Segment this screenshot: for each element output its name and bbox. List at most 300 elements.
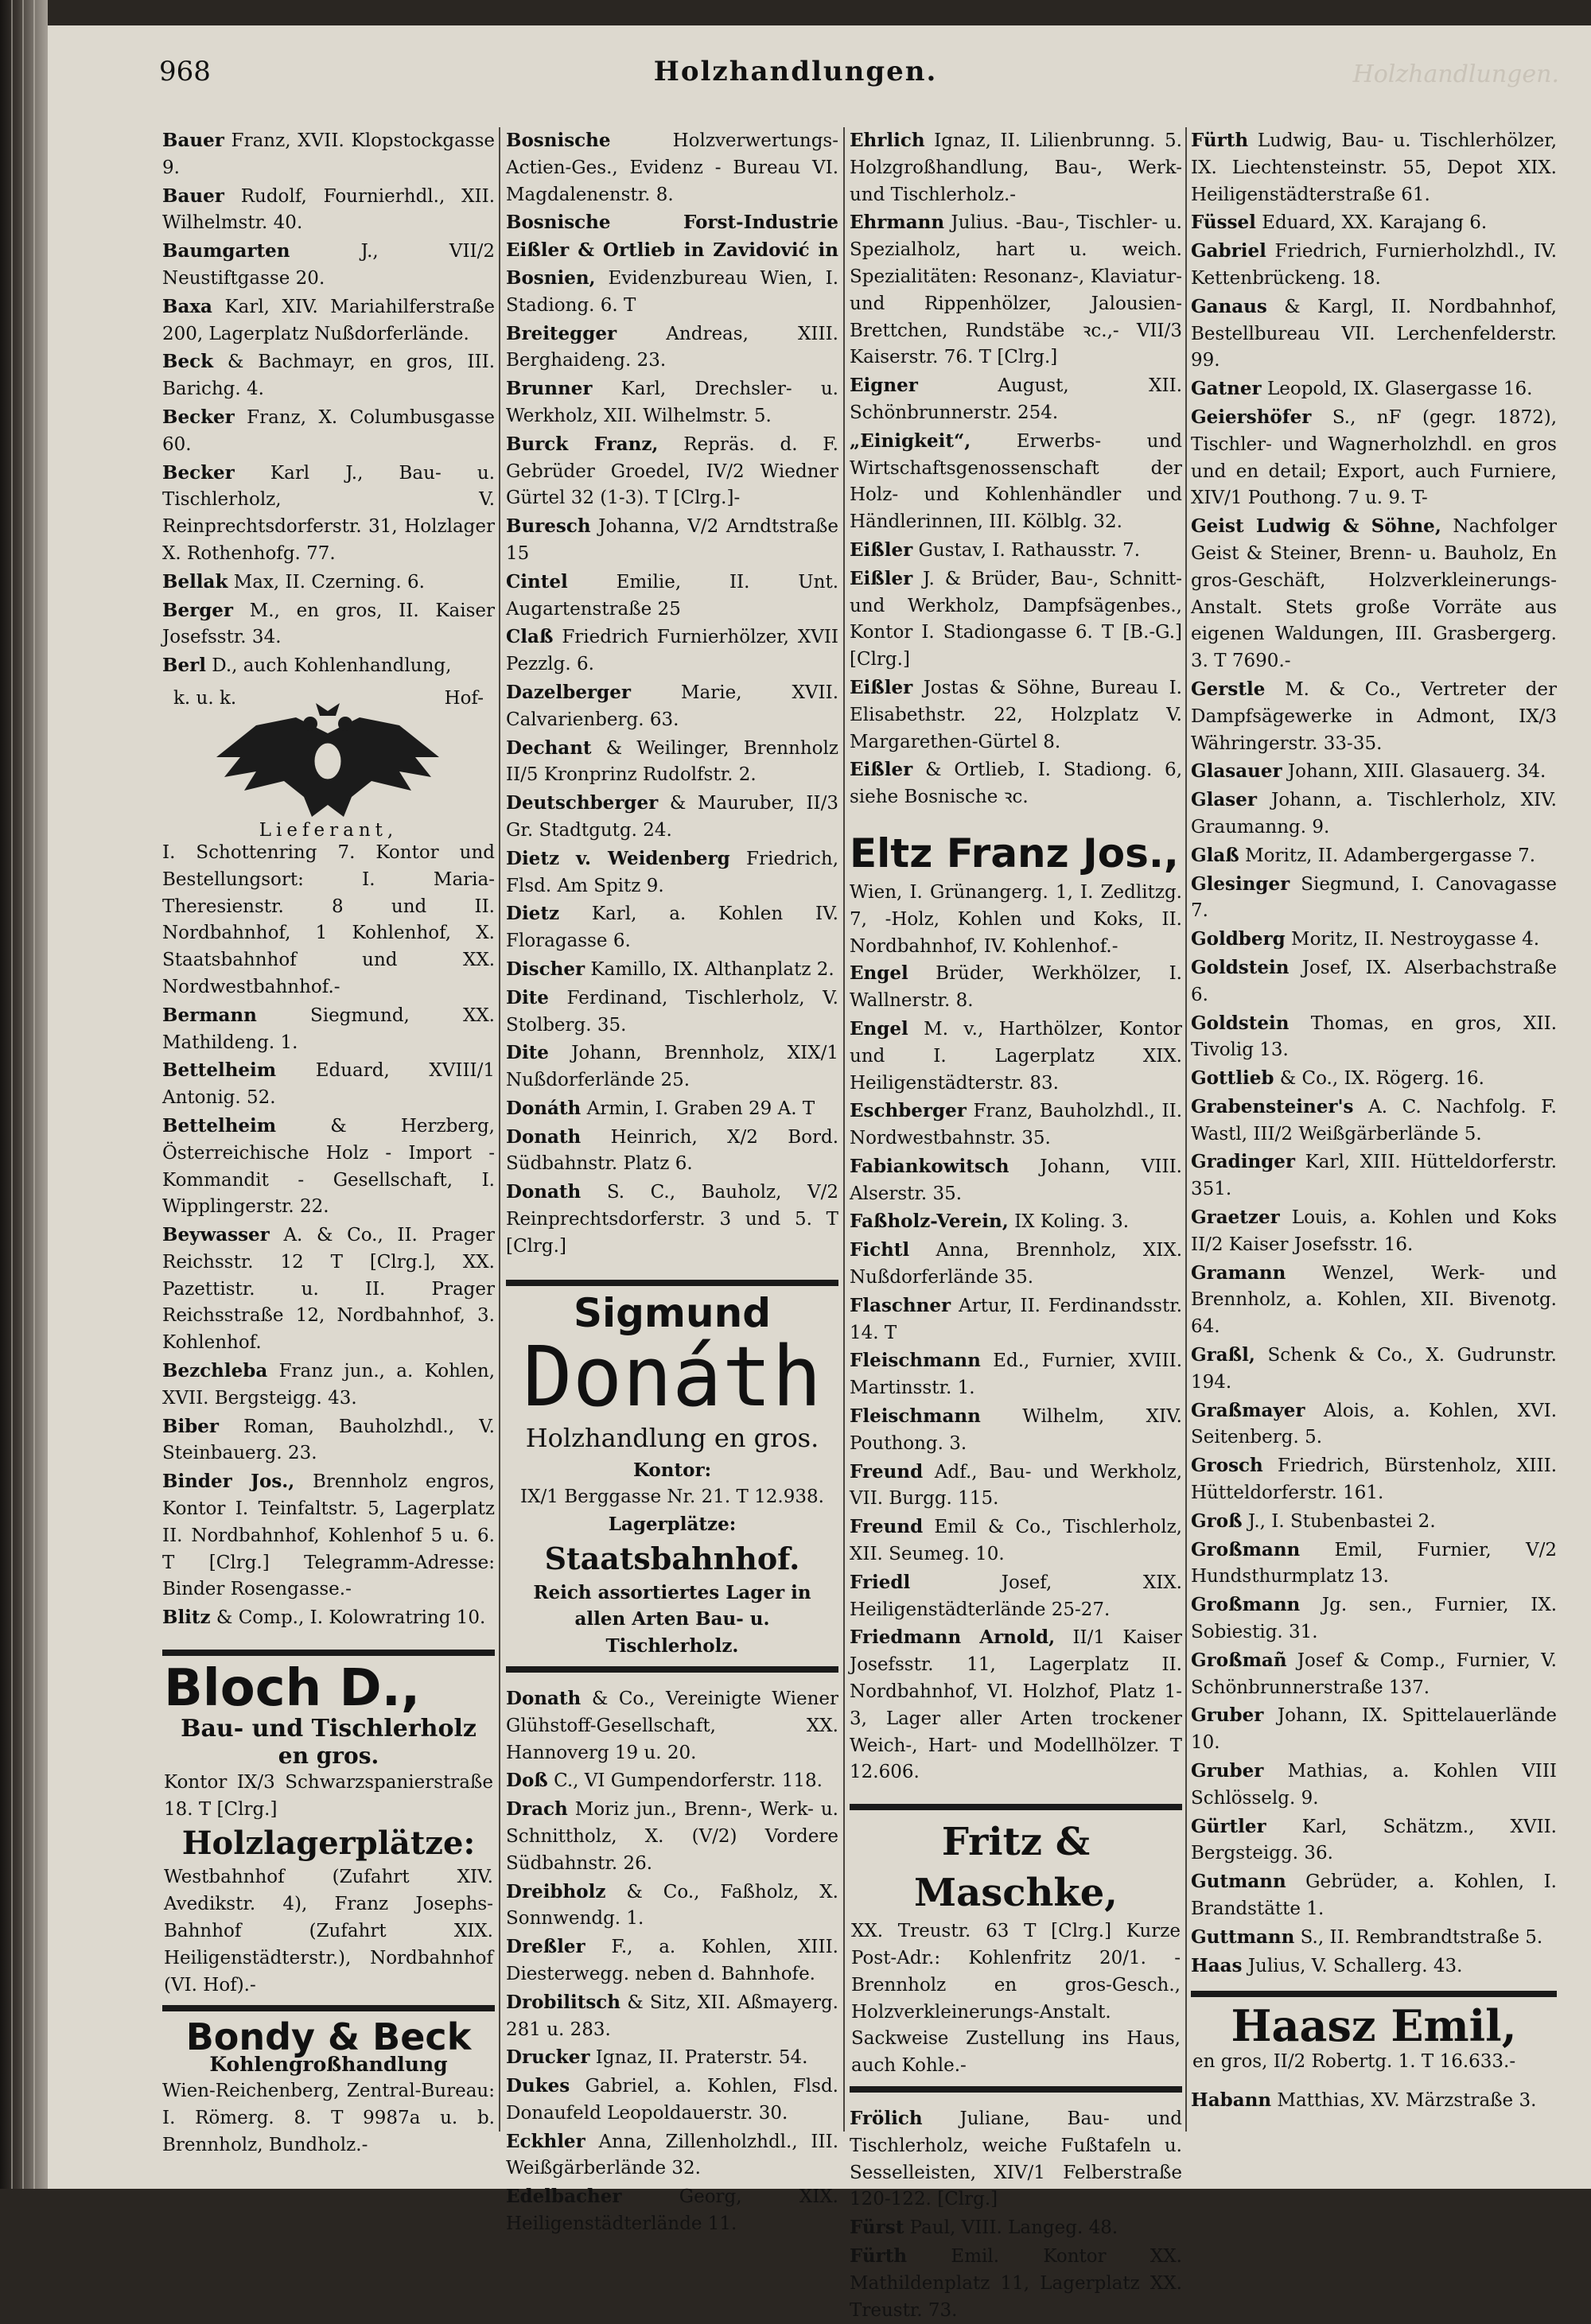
ad-fritz-maschke [850,1804,1182,2093]
directory-entry [850,960,1182,1015]
directory-entry [506,1879,838,1933]
entry-name: Bezchleba [162,1360,268,1382]
directory-entry [506,1767,838,1795]
directory-entry [506,1933,838,1988]
entry-text: Franz, XVII. Klopstockgasse 9. [162,130,496,178]
book-gutter [0,0,48,2189]
entry-text: Moriz jun., Brenn-, Werk- u. Schnittholz, X. (V/2) Vordere Südbahnstr. 26. [506,1799,838,1874]
directory-entry [506,790,838,845]
directory-entry [1191,1010,1557,1065]
entry-name: Donath [506,1125,582,1148]
entry-name: Goldberg [1191,928,1286,950]
entry-text: Nachfolger Geist & Steiner, Brenn- u. Bauholz, En gros-Geschäft, Holzverkleinerungs-Anstalt. Stets große Vorräte aus eigenen Waldungen, III. Grasbergerg. 3. T 7690.- [1191,516,1557,672]
entry-text: A. C. Nachfolg. F. Wastl, III/2 Weißgärberlände 5. [1191,1096,1557,1145]
directory-entry [1191,758,1557,786]
directory-entry [1191,375,1557,403]
entry-name: Donath [506,1687,582,1709]
entry-name: Bosnische Forst-Industrie Eißler & Ortlieb in Zavidović in Bosnien, [506,212,838,289]
entry-text: & Co., Vereinigte Wiener Glühstoff-Gesellschaft, XX. Hannoverg 19 u. 20. [506,1688,839,1763]
entry-name: Groß [1191,1510,1243,1532]
entry-name: Eißler [850,567,913,589]
entry-name: Gruber [1191,1704,1264,1727]
directory-entry [506,2128,838,2183]
column-3 [850,127,1183,2321]
entry-text: Gustav, I. Rathausstr. 7. [918,539,1141,561]
entry-list [850,127,1182,811]
directory-entry [506,1685,838,1766]
entry-name: Frölich [850,2108,923,2129]
directory-entry [506,1179,838,1260]
directory-entry [506,513,838,568]
entry-name: Graetzer [1191,1207,1280,1229]
entry-text: Georg, XIX. Heiligenstädterlände 11. [506,2186,838,2235]
directory-entry [850,127,1182,208]
ad-line: Westbahnhof (Zufahrt XIV. Avedikstr. 4), Franz Josephs-Bahnhof (Zufahrt XIX. Heiligenstädterstr.), Nordbahnhof (VI. Hof).- [164,1867,493,1996]
entry-list [162,840,495,1632]
entry-text: Alois, a. Kohlen, XVI. Seitenberg. 5. [1191,1400,1557,1448]
entry-text: Andreas, XIII. Berghaideng. 23. [506,323,838,371]
entry-text: S., II. Rembrandtstraße 5. [1300,1926,1543,1948]
ad-title: Haasz Emil, [1231,2000,1517,2052]
entry-name: Dietz v. Weidenberg [506,847,730,869]
ad-first-name: Sigmund [573,1289,772,1336]
entry-name: „Einigkeit“, [850,429,971,452]
entry-text: Friedrich, Flsd. Am Spitz 9. [506,848,838,896]
directory-entry [162,597,495,652]
entry-text: Wilhelm, XIV. Pouthong. 3. [850,1406,1182,1454]
column-4 [1191,127,1557,2163]
entry-text: S., nF (gegr. 1872), Tischler- und Wagnerholzhdl. en gros und en detail; Export, auch Furniere, XIV/1 Pouthong. 7 u. 9. T- [1191,406,1557,509]
ad-sigmund-donath [506,1280,838,1673]
ad-line: Reich assortiertes Lager in allen Arten Bau- u. Tischlerholz. [533,1581,811,1658]
directory-entry [506,431,838,512]
entry-name: Dechant [506,736,592,759]
entry-text: & Comp., I. Kolowratring 10. [216,1607,486,1629]
entry-text: Armin, I. Graben 29 A. T [586,1098,815,1119]
entry-name: Fabiankowitsch [850,1155,1009,1177]
entry-text: Jostas & Söhne, Bureau I. Elisabethstr. 22, Holzplatz V. Margarethen-Gürtel 8. [850,677,1182,752]
directory-entry [1191,2087,1557,2115]
entry-text: Siegmund, I. Canovagasse 7. [1191,873,1557,922]
entry-text: Holzverwertungs-Actien-Ges., Evidenz - Bureau VI. Magdalenenstr. 8. [506,130,838,205]
entry-name: Glaß [1191,844,1239,866]
ad-bondy [162,2015,495,2159]
entry-name: Eschberger [850,1100,967,1122]
entry-name: Gottlieb [1191,1067,1274,1090]
entry-name: Edelbacher [506,2186,622,2208]
entry-text: Karl J., Bau- u. Tischlerholz, V. Reinprechtsdorferstr. 31, Holzlager X. Rothenhofg. 77. [162,462,495,564]
entry-name: Eißler [850,759,913,781]
entry-name: Ehrlich [850,130,925,151]
entry-name: Eckhler [506,2130,585,2152]
entry-name: Freund [850,1516,924,1538]
entry-text: & Mauruber, II/3 Gr. Stadtgutg. 24. [506,793,838,841]
directory-entry [506,845,838,900]
directory-entry [162,840,495,1001]
entry-name: Füssel [1191,212,1256,234]
directory-entry [506,2044,838,2072]
ad-line: Kontor IX/3 Schwarzspanierstraße 18. T [Clrg.] [164,1771,493,1820]
entry-text: Ludwig, Bau- u. Tischlerhölzer, IX. Liechtensteinstr. 55, Depot XIX. Heiligenstädterstraße 61. [1191,130,1557,205]
directory-entry [506,2183,838,2238]
entry-text: C., VI Gumpendorferstr. 118. [554,1770,823,1792]
entry-text: Karl, a. Kohlen IV. Floragasse 6. [506,904,838,952]
ad-last-name: Donáth [523,1328,822,1426]
entry-name: Glesinger [1191,872,1290,895]
directory-entry [1191,954,1557,1009]
directory-entry [506,321,838,375]
directory-entry [850,1514,1182,1568]
directory-entry [162,1413,495,1468]
entry-name: Berger [162,599,234,621]
entry-name: Dite [506,1042,549,1064]
entry-name: Geiershöfer [1191,406,1312,428]
directory-entry [162,348,495,403]
directory-entry [1191,676,1557,757]
entry-name: Drobilitsch [506,1991,620,2013]
directory-entry [850,1208,1182,1236]
entry-text: Ignaz, II. Lilienbrunng. 5. Holzgroßhandlung, Bau-, Werk- und Tischlerholz.- [850,130,1182,205]
directory-entry [850,756,1182,811]
directory-entry [1191,238,1557,293]
entry-text: Louis, a. Kohlen und Koks II/2 Kaiser Josefsstr. 16. [1191,1207,1558,1255]
directory-entry [1191,513,1557,675]
entry-name: Berl [162,655,206,677]
directory-entry [162,183,495,238]
entry-name: Fürth [1191,130,1249,151]
entry-list [1191,127,1557,1980]
directory-entry [162,569,495,597]
entry-name: Flaschner [850,1294,951,1316]
directory-entry [1191,1260,1557,1341]
column-rule [843,127,845,2132]
entry-name: Gatner [1191,378,1262,400]
directory-entry [506,569,838,624]
entry-name: Drucker [506,2046,590,2069]
column-2 [506,127,839,2235]
entry-text: Franz, X. Columbusgasse 60. [162,406,495,455]
ad-line: Staatsbahnhof. [544,1540,800,1576]
entry-name: Haas [1191,1954,1243,1976]
entry-text: Ferdinand, Tischlerholz, V. Stolberg. 35. [506,987,838,1036]
directory-entry [162,404,495,459]
double-eagle-icon [208,701,447,821]
entry-text: August, XII. Schönbrunnerstr. 254. [850,375,1182,423]
directory-entry [850,428,1182,536]
entry-text: Anna, Brennholz, XIX. Nußdorferlände 35. [850,1240,1183,1288]
emblem-label: Lieferant, [259,819,399,841]
entry-text: Johann, XIII. Glasauerg. 34. [1287,761,1546,783]
directory-entry [1191,1647,1557,1702]
directory-entry [850,565,1182,674]
entry-text: Brennholz engros, Kontor I. Teinfaltstr. 5, Lagerplatz II. Nordbahnhof, Kohlenhof 5 u. 6. T [Clrg.] Telegramm-Adresse: Binder Rosengasse.- [162,1471,495,1600]
directory-entry [162,1468,495,1603]
entry-name: Großmann [1191,1538,1301,1560]
entry-name: Bauer [162,185,224,207]
entry-name: Glaser [1191,789,1257,811]
entry-name: Geist Ludwig & Söhne, [1191,515,1441,538]
directory-entry [1191,842,1557,870]
entry-name: Eißler [850,538,913,561]
entry-name: Beywasser [162,1224,270,1246]
directory-entry [1191,1591,1557,1646]
column-rule [1185,127,1187,2132]
directory-entry [162,1002,495,1057]
directory-entry [1191,1924,1557,1952]
entry-text: Moritz, II. Nestroygasse 4. [1291,929,1540,950]
entry-name: Fleischmann [850,1405,981,1428]
entry-text: Karl, XIV. Mariahilferstraße 200, Lagerplatz Nußdorferlände. [162,296,495,344]
entry-text: A. & Co., II. Prager Reichsstr. 12 T [Clrg.], XX. Pazettistr. u. II. Prager Reichsstraße 12, Nordbahnhof, 3. Kohlenhof. [162,1225,496,1354]
entry-text: S. C., Bauholz, V/2 Reinprechtsdorferstr. 3 und 5. T [Clrg.] [506,1182,838,1257]
directory-entry [850,1292,1182,1347]
directory-entry [850,1237,1182,1292]
entry-text: & Herzberg, Österreichische Holz - Import - Kommandit - Gesellschaft, I. Wipplingerstr. 22. [162,1115,495,1218]
entry-name: Bettelheim [162,1114,277,1137]
entry-text: Wenzel, Werk- und Brennholz, a. Kohlen, XII. Bivenotg. 64. [1191,1262,1558,1338]
entry-name: Bellak [162,570,228,593]
directory-entry [1191,1508,1557,1536]
entry-name: Friedl [850,1571,911,1593]
entry-name: Donáth [506,1097,582,1119]
directory-entry [162,238,495,293]
emblem-right-text: Hof- [444,687,484,709]
directory-entry [162,127,495,182]
directory-entry [1191,787,1557,841]
entry-name: Cintel [506,570,568,593]
entry-name: Dreibholz [506,1880,606,1902]
directory-entry [162,1222,495,1357]
entry-text: J., VII/2 Neustiftgasse 20. [162,241,496,289]
entry-text: Anna, Zillenholzhdl., III. Weißgärberlände 32. [506,2131,839,2179]
directory-entry [850,537,1182,565]
entry-text: & Weilinger, Brennholz II/5 Kronprinz Rudolfstr. 2. [506,737,838,786]
directory-entry [1191,1868,1557,1923]
entry-name: Doß [506,1770,548,1792]
entry-list [506,127,838,1261]
directory-entry [1191,404,1557,512]
entry-text: Marie, XVII. Calvarienberg. 63. [506,682,839,730]
directory-entry [162,1604,495,1632]
entry-name: Fürth [850,2244,908,2267]
entry-name: Guttmann [1191,1926,1295,1948]
directory-entry [506,127,838,208]
entry-text: Rudolf, Fournierhdl., XII. Wilhelmstr. 40. [162,185,496,234]
entry-list [162,127,495,680]
entry-text: Josef, XIX. Heiligenstädterlände 25-27. [850,1572,1182,1620]
entry-name: Burck Franz, [506,433,659,455]
entry-text: Brüder, Werkhölzer, I. Wallnerstr. 8. [850,963,1182,1012]
entry-text: Eduard, XVIII/1 Antonig. 52. [162,1060,495,1109]
directory-entry [1191,1813,1557,1868]
entry-text: M., en gros, II. Kaiser Josefsstr. 34. [162,600,495,648]
entry-name: Grosch [1191,1455,1263,1477]
directory-entry [506,735,838,790]
entry-name: Bauer [162,130,224,151]
entry-name: Großmann [1191,1594,1301,1616]
entry-name: Becker [162,461,235,484]
directory-entry [162,293,495,348]
entry-text: Evidenzbureau Wien, I. Stadiong. 6. T [506,267,839,316]
entry-text: Artur, II. Ferdinandsstr. 14. T [850,1295,1183,1343]
entry-list [1191,2087,1557,2115]
ad-line: Bau- und Tischlerholz [181,1715,477,1743]
entry-name: Dietz [506,903,560,925]
entry-text: J., I. Stubenbastei 2. [1247,1510,1436,1532]
page-number: 968 [159,56,211,87]
ad-line: Holzhandlung en gros. [525,1423,819,1454]
directory-entry [1191,926,1557,954]
entry-text: I. Schottenring 7. Kontor und Bestellungsort: I. Maria-Theresienstr. 8 und II. Nordbahnhof, 1 Kohlenhof, X. Staatsbahnhof und XX. Nordwestbahnhof.- [162,841,495,997]
directory-entry [506,679,838,734]
entry-name: Dukes [506,2075,570,2097]
directory-entry [850,2243,1182,2324]
entry-text: Johann, a. Tischlerholz, XIV. Graumanng. 9. [1191,790,1557,837]
entry-text: Josef, IX. Alserbachstraße 6. [1191,957,1557,1005]
directory-entry [1191,209,1557,237]
entry-text: Johann, IX. Spittelauerlände 10. [1191,1705,1557,1754]
entry-text: & Sitz, XII. Aßmayerg. 281 u. 283. [506,1992,838,2040]
emblem-block [162,681,495,840]
directory-entry [506,985,838,1040]
entry-list [850,960,1182,1786]
entry-name: Dite [506,986,549,1008]
ad-title: Bondy & Beck [185,2015,472,2059]
entry-text: Max, II. Czerning. 6. [233,571,425,593]
entry-name: Beck [162,351,214,373]
entry-name: Großmañ [1191,1649,1287,1671]
entry-text: & Ortlieb, I. Stadiong. 6, siehe Bosnische ꝛc. [850,760,1183,808]
entry-name: Blitz [162,1607,211,1629]
entry-name: Engel [850,1017,908,1040]
directory-entry [850,1098,1182,1152]
ad-line: Kohlengroßhandlung [209,2053,448,2077]
directory-entry [1191,1397,1557,1452]
directory-entry [162,652,495,680]
entry-name: Graßl, [1191,1344,1255,1366]
entry-name: Graßmayer [1191,1399,1305,1421]
running-title: Holzhandlungen. [653,56,938,87]
directory-entry [506,1989,838,2044]
entry-text: Emil, Furnier, V/2 Hundsthurmplatz 13. [1191,1539,1557,1588]
entry-text: M. & Co., Vertreter der Dampfsägewerke in Admont, IX/3 Währingerstr. 33-35. [1191,678,1558,754]
ad-line: Wien-Reichenberg, Zentral-Bureau: I. Römerg. 8. T 9987a u. b. Brennholz, Bundholz.- [162,2081,495,2155]
directory-entry [506,209,838,319]
entry-text: Repräs. d. F. Gebrüder Groedel, IV/2 Wiedner Gürtel 32 (1-3). T [Clrg.]- [506,433,838,509]
entry-text: Karl, Drechsler- u. Werkholz, XII. Wilhelmstr. 5. [506,379,838,426]
entry-text: Friedrich, Furnierholzhdl., IV. Kettenbrückeng. 18. [1191,241,1557,289]
entry-text: Emil & Co., Tischlerholz, XII. Seumeg. 10. [850,1517,1182,1565]
entry-text: Eduard, XX. Karajang 6. [1262,212,1488,234]
entry-name: Goldstein [1191,956,1290,978]
entry-name: Gramann [1191,1261,1286,1284]
directory-entry [850,1153,1182,1208]
directory-entry [1191,127,1557,208]
directory-entry [1191,1702,1557,1757]
ad-haasz [1191,1991,1557,2081]
ad-title: Bloch D., [164,1659,421,1719]
entry-text: & Bachmayr, en gros, III. Barichg. 4. [162,352,496,400]
directory-entry [1191,1953,1557,1980]
entry-name: Buresch [506,515,591,538]
directory-entry [162,1113,495,1221]
entry-name: Gerstle [1191,678,1266,700]
entry-name: Donath [506,1181,582,1203]
entry-text: Thomas, en gros, XII. Tivolig 13. [1191,1012,1557,1061]
entry-name: Habann [1191,2089,1272,2111]
entry-text: Johann, VIII. Alserstr. 35. [850,1156,1182,1204]
entry-name: Baumgarten [162,240,290,262]
entry-name: Glasauer [1191,760,1282,783]
entry-text: Jg. sen., Furnier, IX. Sobiestig. 31. [1191,1595,1557,1643]
entry-text: Kamillo, IX. Althanplatz 2. [590,958,834,980]
entry-name: Engel [850,962,908,985]
entry-text: Franz jun., a. Kohlen, XVII. Bergsteigg. 43. [162,1361,496,1409]
entry-text: Josef & Comp., Furnier, V. Schönbrunnerstraße 137. [1191,1650,1557,1698]
entry-text: Leopold, IX. Glasergasse 16. [1266,379,1533,400]
entry-text: F., a. Kohlen, XIII. Diesterwegg. neben d. Bahnhofe. [506,1937,838,1984]
entry-text: Emilie, II. Unt. Augartenstraße 25 [506,571,839,620]
directory-entry [506,1124,838,1179]
entry-name: Fürst [850,2217,904,2239]
column-1 [162,127,495,2163]
ad-title: Fritz & Maschke, [914,1820,1118,1916]
entry-name: Breitegger [506,322,617,344]
entry-text: Emil. Kontor XX. Mathildenplatz 11, Lagerplatz XX. Treustr. 73. [850,2245,1182,2321]
directory-entry [850,209,1182,371]
entry-name: Gabriel [1191,240,1266,262]
ad-eltz [850,827,1182,960]
directory-entry [1191,1094,1557,1148]
entry-text: Matthias, XV. Märzstraße 3. [1277,2089,1537,2111]
entry-name: Gutmann [1191,1871,1286,1893]
entry-text: D., auch Kohlenhandlung, [212,655,452,677]
directory-entry [506,1095,838,1123]
directory-entry [162,1057,495,1112]
column-rule [499,127,500,2132]
entry-text: Gebrüder, a. Kohlen, I. Brandstätte 1. [1191,1871,1557,1919]
directory-entry [850,1016,1182,1097]
entry-text: J. & Brüder, Bau-, Schnitt- und Werkholz, Dampfsägenbes., Kontor I. Stadiongasse 6. T [B.-G.] [Clrg.] [850,568,1183,670]
directory-entry [850,1347,1182,1402]
entry-text: Franz, Bauholzhdl., II. Nordwestbahnstr. 35. [850,1101,1183,1149]
entry-name: Bermann [162,1004,257,1026]
entry-name: Discher [506,958,585,980]
entry-text: Moritz, II. Adambergergasse 7. [1245,845,1536,866]
entry-text: Gabriel, a. Kohlen, Flsd. Donaufeld Leopoldauerstr. 30. [506,2076,838,2124]
directory-entry [1191,1537,1557,1591]
entry-text: Julius. -Bau-, Tischler- u. Spezialholz, hart u. weich. Spezialitäten: Resonanz-, Klaviatur- und Rippenhölzer, Jalousien-Brettchen, Rundstäbe ꝛc.,- VII/3 Kaiserstr. 76. T [Clrg.] [850,212,1182,368]
entry-name: Drach [506,1798,568,1821]
ad-line: en gros, II/2 Robertg. 1. T 16.633.- [1192,2051,1516,2073]
entry-text: Schenk & Co., X. Gudrunstr. 194. [1191,1345,1557,1393]
entry-text: Johanna, V/2 Arndtstraße 15 [506,516,838,564]
entry-name: Grabensteiner's [1191,1095,1354,1117]
entry-text: Roman, Bauholzhdl., V. Steinbauerg. 23. [162,1416,495,1464]
directory-entry [1191,1065,1557,1093]
directory-entry [1191,1342,1557,1397]
ad-line: Kontor: [632,1459,712,1482]
entry-list [506,1685,838,2238]
entry-text: & Kargl, II. Nordbahnhof, Bestellbureau VII. Lerchenfelderstr. 99. [1191,296,1557,371]
entry-name: Goldstein [1191,1012,1290,1034]
entry-name: Gürtler [1191,1815,1266,1837]
directory-entry [850,372,1182,427]
directory-entry [1191,1148,1557,1203]
entry-name: Bosnische [506,130,611,151]
entry-name: Binder Jos., [162,1471,295,1493]
entry-name: Freund [850,1460,924,1483]
